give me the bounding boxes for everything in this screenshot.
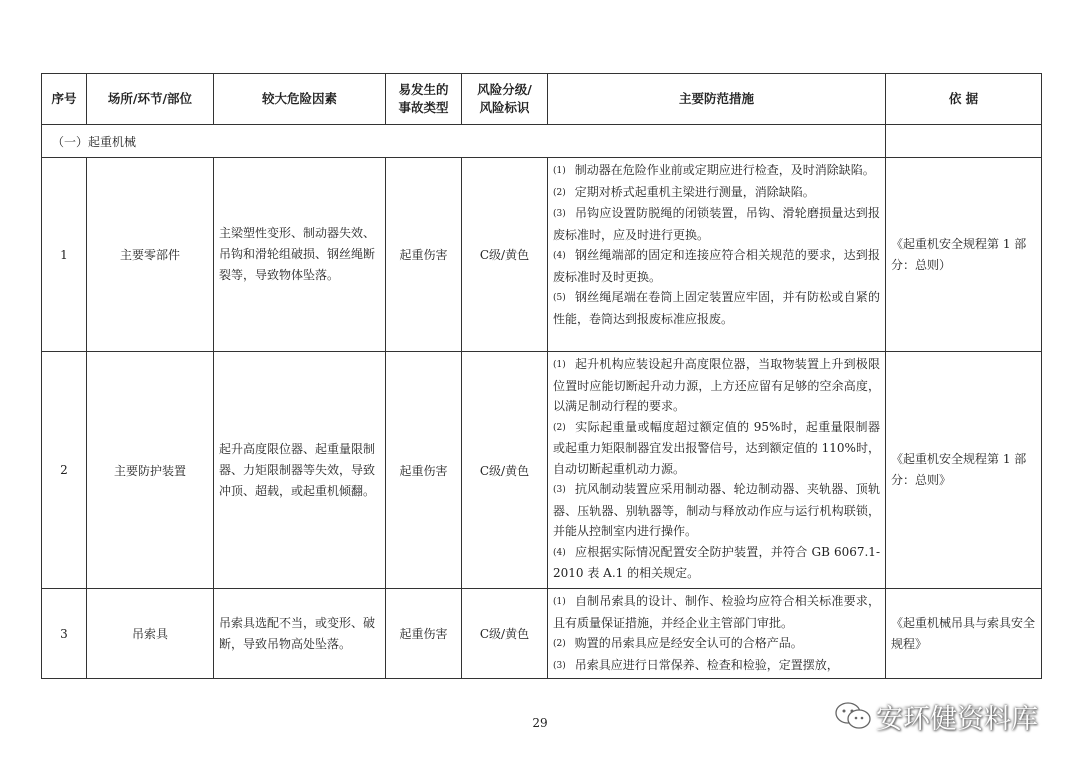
measure-item <box>553 655 880 677</box>
row-accident: 起重伤害 <box>386 352 462 589</box>
header-risk <box>462 74 548 125</box>
measure-text: 抗风制动装置应采用制动器、轮边制动器、夹轨器、顶轨器、压轨器、别轨器等，制动与释放动作应与运行机构联锁，并能从控制室内进行操作。 <box>553 482 880 538</box>
row-risk: C级/黄色 <box>462 158 548 352</box>
measure-text: 钢丝绳端部的固定和连接应符合相关规范的要求，达到报废标准时及时更换。 <box>553 248 880 284</box>
measure-item <box>553 479 880 542</box>
measure-item <box>553 203 880 245</box>
row-factor: 吊索具选配不当，或变形、破断，导致吊物高处坠落。 <box>214 589 386 679</box>
row-accident: 起重伤害 <box>386 158 462 352</box>
measure-item <box>553 542 880 584</box>
watermark <box>834 697 1038 735</box>
header-place: 场所/环节/部位 <box>87 74 214 125</box>
row-measures <box>548 158 886 352</box>
measure-number: (1) <box>553 597 566 607</box>
measure-item <box>553 245 880 287</box>
header-accident <box>386 74 462 125</box>
measure-number: (3) <box>553 660 566 671</box>
measure-number: (1) <box>553 166 566 176</box>
header-risk-line2: 风险标识 <box>479 100 530 115</box>
table-row <box>42 352 1042 589</box>
measure-number: (1) <box>553 360 566 370</box>
header-row <box>42 74 1042 125</box>
measure-item <box>553 417 880 480</box>
measure-number: (2) <box>553 422 566 433</box>
header-seq: 序号 <box>42 74 87 125</box>
measure-text: 自制吊索具的设计、制作、检验均应符合相关标准要求，且有质量保证措施，并经企业主管部门审批。 <box>553 594 880 630</box>
measure-item <box>553 633 880 655</box>
header-basis: 依 据 <box>886 74 1042 125</box>
section-title: （一）起重机械 <box>42 125 886 158</box>
row-factor: 起升高度限位器、起重量限制器、力矩限制器等失效，导致冲顶、超载，或起重机倾翻。 <box>214 352 386 589</box>
measure-number: (2) <box>553 187 566 198</box>
measure-number: (4) <box>553 547 566 558</box>
measure-text: 吊钩应设置防脱绳的闭锁装置，吊钩、滑轮磨损量达到报废标准时，应及时进行更换。 <box>553 206 880 242</box>
row-place: 主要零部件 <box>87 158 214 352</box>
row-seq: 1 <box>42 158 87 352</box>
page-number: 29 <box>532 716 548 730</box>
measure-text: 吊索具应进行日常保养、检查和检验，定置摆放， <box>574 657 839 672</box>
row-measures <box>548 589 886 679</box>
measure-text: 定期对桥式起重机主梁进行测量，消除缺陷。 <box>574 184 815 199</box>
measure-item <box>553 160 880 182</box>
row-basis: 《起重机安全规程第 1 部分：总则） <box>886 158 1042 352</box>
measure-number: (3) <box>553 209 566 219</box>
measure-item <box>553 287 880 329</box>
row-risk: C级/黄色 <box>462 589 548 679</box>
row-factor: 主梁塑性变形、制动器失效、吊钩和滑轮组破损、钢丝绳断裂等，导致物体坠落。 <box>214 158 386 352</box>
measure-text: 钢丝绳尾端在卷筒上固定装置应牢固，并有防松或自紧的性能，卷筒达到报废标准应报废。 <box>553 290 880 326</box>
measure-number: (4) <box>553 251 566 261</box>
measure-text: 应根据实际情况配置安全防护装置，并符合 GB 6067.1- 2010 表 A.1 的相关规定。 <box>553 544 880 580</box>
measure-item <box>553 591 880 633</box>
row-place: 主要防护装置 <box>87 352 214 589</box>
row-measures <box>548 352 886 589</box>
measure-text: 实际起重量或幅度超过额定值的 95%时，起重量限制器或起重力矩限制器宜发出报警信号，达到额定值的 110%时，自动切断起重机动力源。 <box>553 419 880 476</box>
section-basis-empty <box>886 125 1042 158</box>
row-basis: 《起重机安全规程第 1 部分：总则》 <box>886 352 1042 589</box>
measure-item <box>553 354 880 417</box>
table-row <box>42 158 1042 352</box>
header-factor: 较大危险因素 <box>214 74 386 125</box>
row-basis: 《起重机械吊具与索具安全规程》 <box>886 589 1042 679</box>
row-accident: 起重伤害 <box>386 589 462 679</box>
row-seq: 3 <box>42 589 87 679</box>
measure-number: (3) <box>553 485 566 495</box>
measure-text: 购置的吊索具应是经安全认可的合格产品。 <box>574 636 803 650</box>
section-row <box>42 125 1042 158</box>
header-measures: 主要防范措施 <box>548 74 886 125</box>
measure-item <box>553 182 880 204</box>
wechat-icon <box>834 701 872 731</box>
header-accident-line1: 易发生的 <box>398 82 449 97</box>
row-seq: 2 <box>42 352 87 589</box>
measure-number: (5) <box>553 293 566 303</box>
risk-table <box>41 73 1042 679</box>
measure-number: (2) <box>553 639 566 649</box>
table-row <box>42 589 1042 679</box>
header-risk-line1: 风险分级/ <box>477 82 532 97</box>
measure-text: 制动器在危险作业前或定期应进行检查，及时消除缺陷。 <box>574 163 875 177</box>
watermark-text: 安环健资料库 <box>876 703 1038 735</box>
row-risk: C级/黄色 <box>462 352 548 589</box>
measure-text: 起升机构应装设起升高度限位器，当取物装置上升到极限位置时应能切断起升动力源，上方还应留有足够的空余高度，以满足制动行程的要求。 <box>553 357 880 413</box>
header-accident-line2: 事故类型 <box>398 100 449 115</box>
row-place: 吊索具 <box>87 589 214 679</box>
